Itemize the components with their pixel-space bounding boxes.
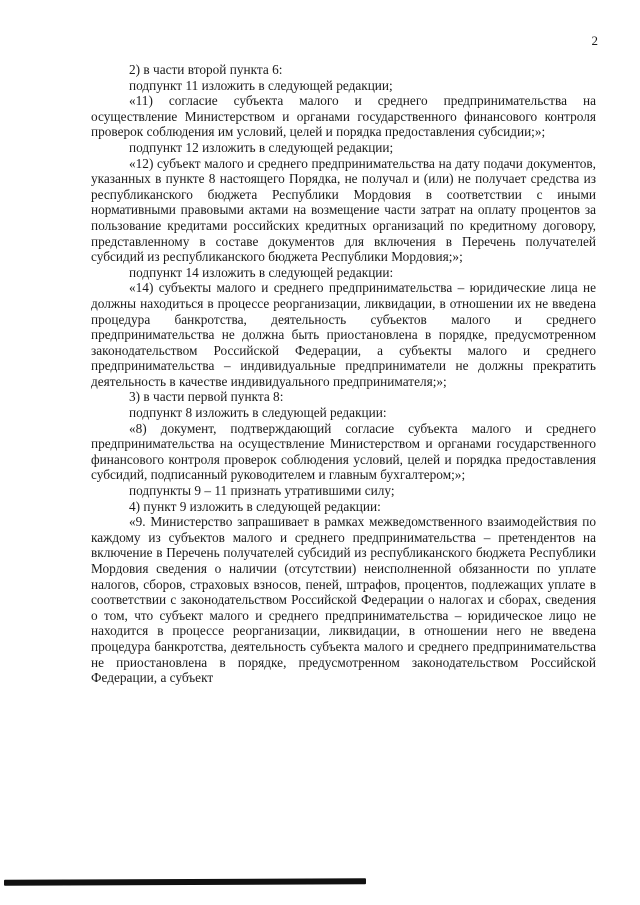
paragraph: «9. Министерство запрашивает в рамках межведомственного взаимодействия по каждому из субъектов малого и среднего предпринимательства – претендентов на включение в Перечень получателей субсидий из республиканского бюджета Республики Мордовия сведения о наличии (отсутствии) неисполненной обязанности по уплате налогов, сборов, страховых взносов, пеней, штрафов, процентов, подлежащих уплате в соответствии с законодательством Российской Федерации о налогах и сборах, сведения о том, что субъект малого и среднего предпринимательства – юридическое лицо не находится в процессе реорганизации, ликвидации, в отношении него не введена процедура банкротства, деятельность субъекта малого и среднего предпринимательства не приостановлена в порядке, предусмотренном законодательством Российской Федерации, а субъект	[91, 514, 596, 686]
paragraph: «11) согласие субъекта малого и среднего предпринимательства на осуществление Министерством и органами государственного финансового контроля проверок соблюдения им условий, целей и порядка предоставления субсидии;»;	[91, 93, 596, 140]
document-body	[91, 62, 596, 686]
paragraph: 4) пункт 9 изложить в следующей редакции:	[129, 498, 381, 514]
paragraph: «8) документ, подтверждающий согласие субъекта малого и среднего предпринимательства на осуществление Министерством и органами государственного финансового контроля проверок соблюдения условий, целей и порядка предоставления субсидий, подписанный руководителем и главным бухгалтером;»;	[91, 420, 596, 483]
paragraph: подпункт 11 изложить в следующей редакции;	[129, 77, 393, 93]
paragraph: подпункт 12 изложить в следующей редакции;	[129, 139, 394, 155]
paragraph: «12) субъект малого и среднего предпринимательства на дату подачи документов, указанных в пункте 8 настоящего Порядка, не получал и (или) не получает средства из республиканского бюджета Республики Мордовия в соответствии с иными нормативными правовыми актами на возмещение части затрат на оплату процентов за пользование кредитами российских кредитных организаций по кредитному договору, представленному в составе документов для включения в Перечень получателей субсидий из республиканского бюджета Республики Мордовия;»;	[91, 155, 596, 265]
paragraph: «14) субъекты малого и среднего предпринимательства – юридические лица не должны находиться в процессе реорганизации, ликвидации, в отношении их не введена процедура банкротства, деятельность субъектов малого и среднего предпринимательства не должна быть приостановлена в порядке, предусмотренном законодательством Российской Федерации, а субъекты малого и среднего предпринимательства – индивидуальные предприниматели не должны прекратить деятельность в качестве индивидуального предпринимателя;»;	[91, 280, 596, 389]
scan-edge-bar	[4, 878, 366, 886]
page-number: 2	[591, 33, 598, 48]
paragraph: 3) в части первой пункта 8:	[129, 389, 284, 405]
paragraph: 2) в части второй пункта 6:	[129, 62, 283, 77]
paragraph: подпункт 14 изложить в следующей редакции:	[129, 264, 394, 280]
paragraph: подпункт 8 изложить в следующей редакции:	[129, 405, 387, 421]
paragraph: подпункты 9 – 11 признать утратившими силу;	[129, 483, 395, 499]
